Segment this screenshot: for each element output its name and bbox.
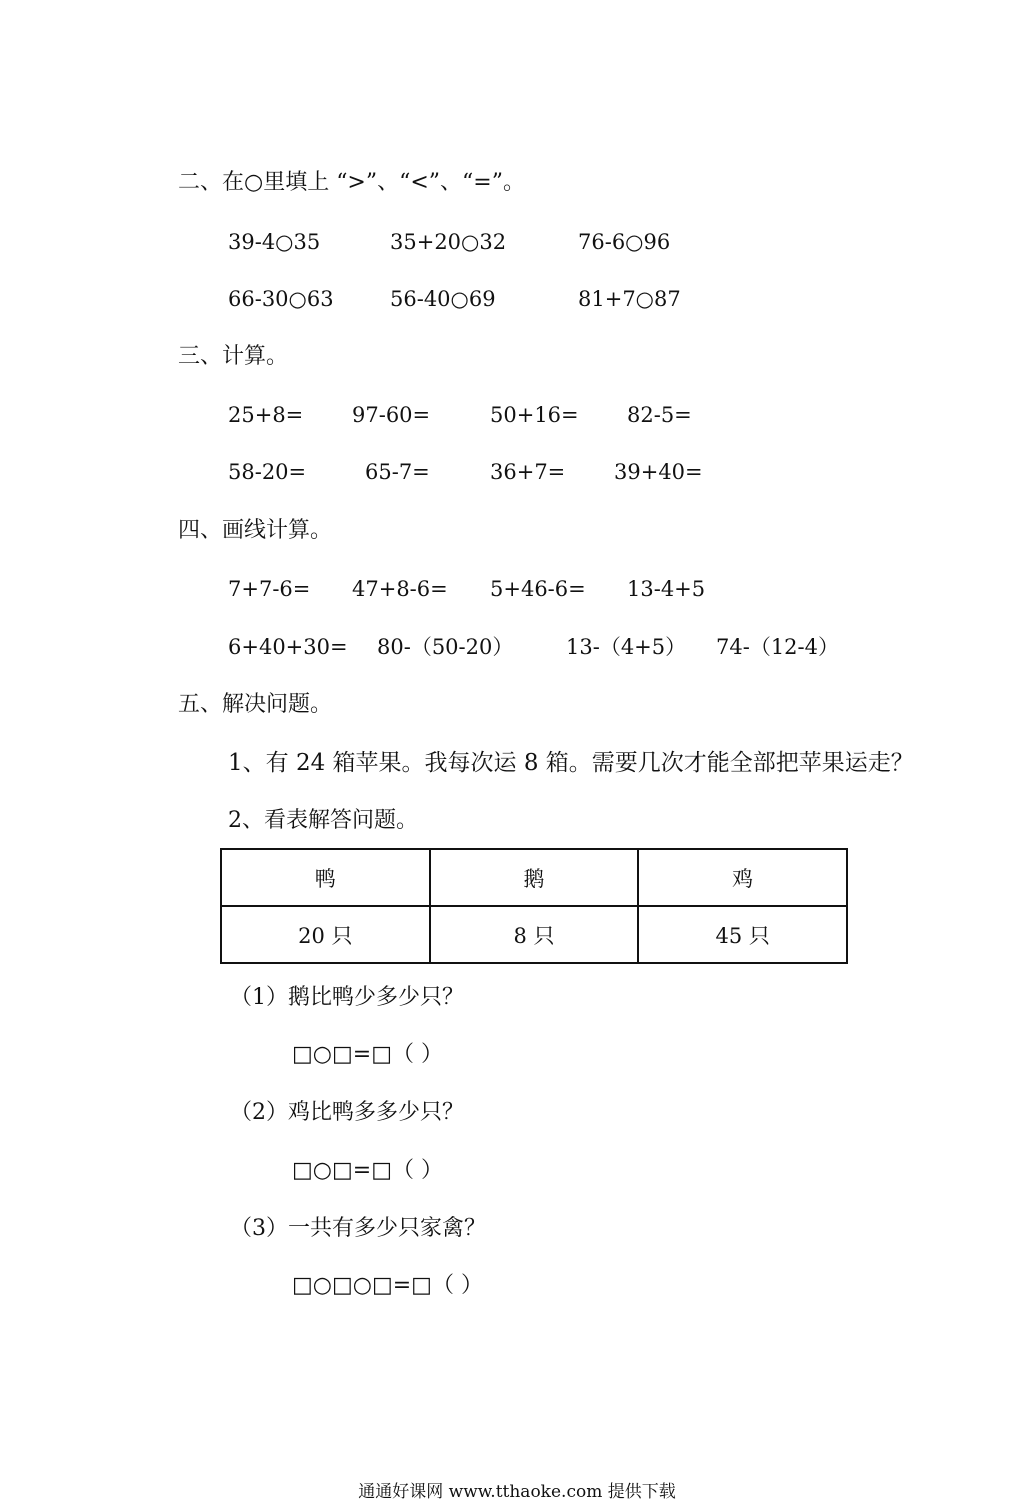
calc-item: 97-60= bbox=[352, 403, 431, 427]
calc-item: 80-（50-20） bbox=[377, 635, 514, 659]
table-header-row bbox=[221, 849, 847, 906]
answer-template-2: □○□=□（ ） bbox=[292, 1158, 443, 1183]
question-1: （1）鹅比鸭少多少只？ bbox=[230, 985, 464, 1010]
calc-item: 50+16= bbox=[490, 403, 579, 427]
calc-item: 74-（12-4） bbox=[716, 635, 839, 659]
calc-item: 6+40+30= bbox=[228, 635, 348, 659]
calc-item: 47+8-6= bbox=[352, 577, 448, 601]
calc-item: 58-20= bbox=[228, 460, 307, 484]
compare-item: 76-6○96 bbox=[578, 230, 671, 254]
compare-item: 81+7○87 bbox=[578, 287, 681, 311]
table-header-cell: 鸡 bbox=[638, 849, 847, 906]
table-header-cell: 鸭 bbox=[221, 849, 430, 906]
calc-item: 39+40= bbox=[614, 460, 703, 484]
calc-item: 82-5= bbox=[627, 403, 692, 427]
section2-heading: 二、在○里填上 “>”、“<”、“=”。 bbox=[178, 170, 525, 195]
compare-item: 56-40○69 bbox=[390, 287, 496, 311]
section4-heading: 四、画线计算。 bbox=[178, 518, 333, 543]
problem-2: 2、看表解答问题。 bbox=[228, 808, 418, 833]
table-row bbox=[221, 906, 847, 963]
calc-item: 36+7= bbox=[490, 460, 566, 484]
table-cell: 8 只 bbox=[430, 906, 639, 963]
question-2: （2）鸡比鸭多多少只？ bbox=[230, 1100, 464, 1125]
calc-item: 65-7= bbox=[365, 460, 430, 484]
compare-item: 35+20○32 bbox=[390, 230, 507, 254]
calc-item: 5+46-6= bbox=[490, 577, 586, 601]
section5-heading: 五、解决问题。 bbox=[178, 692, 333, 717]
problem-1: 1、有 24 箱苹果。我每次运 8 箱。需要几次才能全部把苹果运走？ bbox=[228, 750, 914, 776]
table-cell: 45 只 bbox=[638, 906, 847, 963]
calc-item: 13-（4+5） bbox=[566, 635, 687, 659]
calc-item: 13-4+5 bbox=[627, 577, 706, 601]
answer-template-3: □○□○□=□（ ） bbox=[292, 1273, 483, 1298]
page-footer: 通通好课网 www.tthaoke.com 提供下载 bbox=[358, 1482, 676, 1502]
table-cell: 20 只 bbox=[221, 906, 430, 963]
compare-item: 66-30○63 bbox=[228, 287, 334, 311]
question-3: （3）一共有多少只家禽？ bbox=[230, 1216, 486, 1241]
section3-heading: 三、计算。 bbox=[178, 344, 289, 369]
answer-template-1: □○□=□（ ） bbox=[292, 1042, 443, 1067]
poultry-table bbox=[220, 848, 848, 964]
table-header-cell: 鹅 bbox=[430, 849, 639, 906]
calc-item: 25+8= bbox=[228, 403, 304, 427]
compare-item: 39-4○35 bbox=[228, 230, 321, 254]
calc-item: 7+7-6= bbox=[228, 577, 311, 601]
